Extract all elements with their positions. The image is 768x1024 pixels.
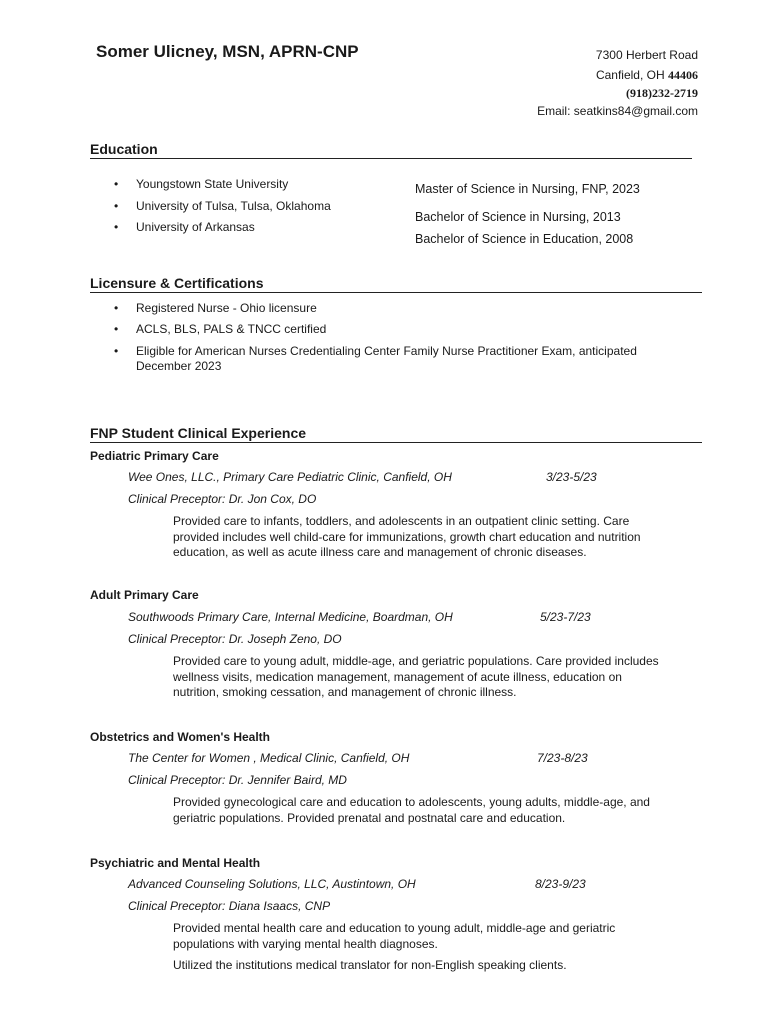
email: Email: seatkins84@gmail.com — [537, 104, 698, 118]
city-state-zip — [596, 68, 698, 83]
rotation-dates: 5/23-7/23 — [540, 610, 591, 624]
city-state: Canfield, OH — [595, 68, 665, 82]
description-line: wellness visits, medication management, management of acute illness, education on — [173, 669, 622, 684]
list-item: • Youngstown State University — [114, 177, 289, 191]
section-clinical-experience: FNP Student Clinical Experience — [90, 425, 702, 443]
section-licensure: Licensure & Certifications — [90, 275, 702, 293]
list-item: • University of Tulsa, Tulsa, Oklahoma — [114, 199, 331, 213]
rotation-note: Utilized the institutions medical translator for non-English speaking clients. — [173, 958, 567, 972]
degree: Bachelor of Science in Education, 2008 — [415, 232, 634, 246]
list-item: • University of Arkansas — [114, 220, 255, 234]
description-line: nutrition, smoking cessation, and management of chronic illness. — [173, 685, 517, 699]
license-item: Registered Nurse - Ohio licensure — [136, 301, 317, 315]
rotation-preceptor: Clinical Preceptor: Dr. Jon Cox, DO — [128, 492, 317, 506]
rotation-site: The Center for Women , Medical Clinic, Canfield, OH — [128, 751, 410, 765]
rotation-preceptor: Clinical Preceptor: Diana Isaacs, CNP — [128, 899, 331, 913]
rotation-description — [173, 795, 650, 826]
description-line: Provided care to infants, toddlers, and adolescents in an outpatient clinic setting. Care — [173, 514, 630, 528]
rotation-title: Pediatric Primary Care — [90, 449, 219, 463]
rotation-site: Wee Ones, LLC., Primary Care Pediatric Clinic, Canfield, OH — [128, 470, 452, 484]
rotation-description — [173, 514, 641, 561]
rotation-dates: 3/23-5/23 — [546, 470, 597, 484]
zip-code: 44406 — [668, 68, 698, 82]
rotation-description — [173, 654, 659, 701]
degree: Bachelor of Science in Nursing, 2013 — [415, 210, 621, 224]
rotation-preceptor: Clinical Preceptor: Dr. Jennifer Baird, MD — [128, 773, 347, 787]
section-education: Education — [90, 141, 692, 159]
rotation-site: Southwoods Primary Care, Internal Medicine, Boardman, OH — [128, 610, 453, 624]
school-name: University of Tulsa, Tulsa, Oklahoma — [136, 199, 331, 213]
rotation-title: Psychiatric and Mental Health — [90, 856, 261, 870]
description-line: geriatric populations. Provided prenatal and postnatal care and education. — [173, 810, 566, 825]
description-line: Provided mental health care and education to young adult, middle-age and geriatric — [173, 921, 616, 935]
description-line: provided includes well child-care for immunizations, growth chart education and nutrition — [173, 529, 641, 544]
description-line: education, as well as acute illness care and management of chronic diseases. — [173, 545, 587, 559]
address-line: 7300 Herbert Road — [595, 48, 698, 62]
phone-number: (918)232-2719 — [626, 86, 698, 100]
school-name: Youngstown State University — [136, 177, 289, 191]
list-item: • ACLS, BLS, PALS & TNCC certified — [114, 322, 327, 336]
rotation-title: Obstetrics and Women's Health — [90, 730, 271, 744]
rotation-description — [173, 921, 615, 952]
rotation-dates: 7/23-8/23 — [537, 751, 588, 765]
school-name: University of Arkansas — [136, 220, 255, 234]
exam-item-continued: December 2023 — [136, 359, 222, 373]
description-line: Provided gynecological care and education to adolescents, young adults, middle-age, and — [173, 795, 650, 809]
degree: Master of Science in Nursing, FNP, 2023 — [415, 182, 640, 196]
rotation-dates: 8/23-9/23 — [535, 877, 586, 891]
certification-item: ACLS, BLS, PALS & TNCC certified — [136, 322, 327, 336]
description-line: populations with varying mental health diagnoses. — [173, 936, 438, 951]
rotation-title: Adult Primary Care — [90, 588, 199, 602]
list-item: • Eligible for American Nurses Credentialing Center Family Nurse Practitioner Exam, anticipated — [114, 344, 637, 358]
list-item: • Registered Nurse - Ohio licensure — [114, 301, 317, 315]
candidate-name: Somer Ulicney, MSN, APRN-CNP — [96, 42, 359, 61]
exam-item: Eligible for American Nurses Credentialing Center Family Nurse Practitioner Exam, anticipated — [136, 344, 637, 358]
description-line: Provided care to young adult, middle-age, and geriatric populations. Care provided includes — [173, 654, 659, 668]
rotation-preceptor: Clinical Preceptor: Dr. Joseph Zeno, DO — [128, 632, 342, 646]
rotation-site: Advanced Counseling Solutions, LLC, Austintown, OH — [128, 877, 416, 891]
